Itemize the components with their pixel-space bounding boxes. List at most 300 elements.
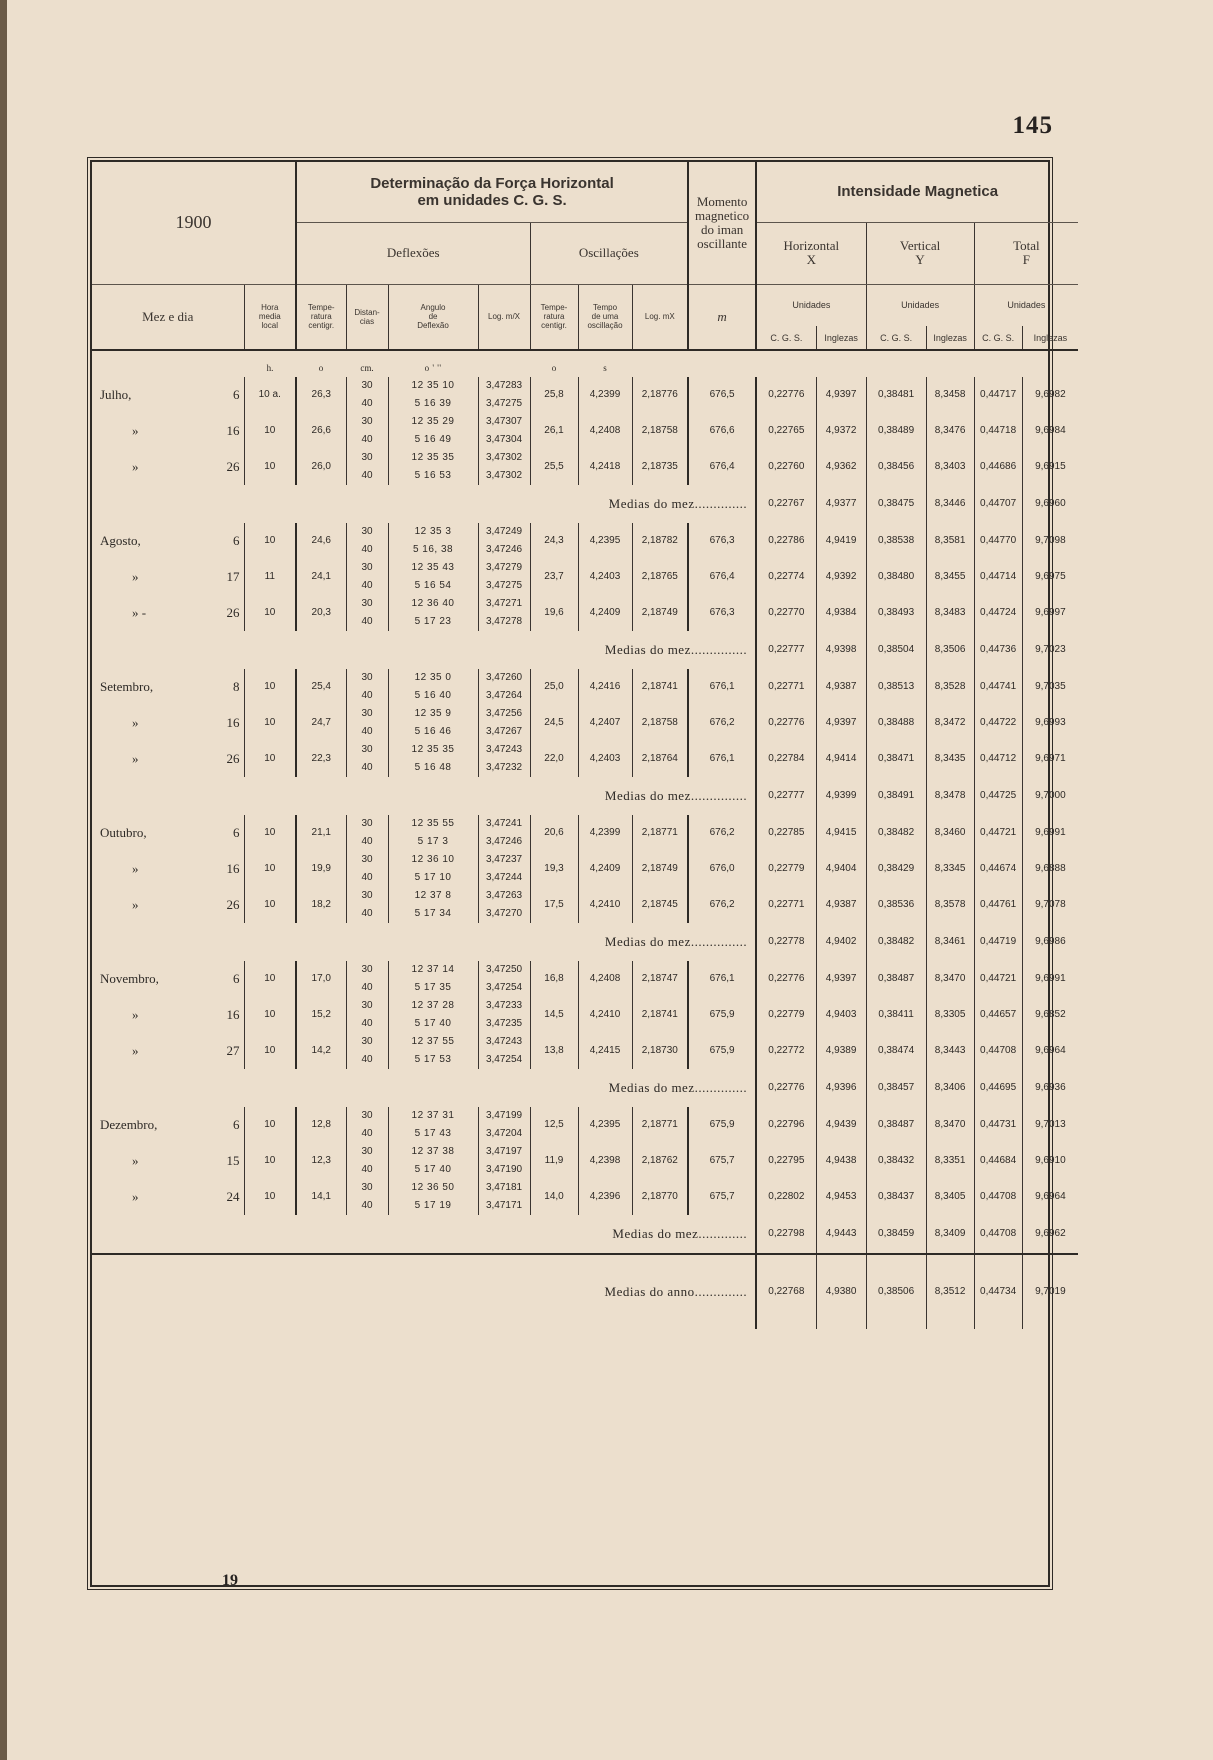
unit-osc-temp: o bbox=[551, 363, 557, 373]
temperature-cell: 14,1 bbox=[296, 1179, 346, 1215]
distance-cell: 40 bbox=[346, 869, 388, 887]
tempo-cell: 4,2408 bbox=[578, 413, 632, 449]
month-cell: » bbox=[132, 459, 139, 474]
annual-horizontal-cgs: 0,22768 bbox=[756, 1254, 816, 1329]
moment-cell: 676,1 bbox=[688, 741, 756, 777]
moment-cell: 675,7 bbox=[688, 1179, 756, 1215]
distance-cell: 40 bbox=[346, 1125, 388, 1143]
tempo-header bbox=[578, 284, 632, 350]
distance-cell: 30 bbox=[346, 669, 388, 687]
temperature-cell: 25,4 bbox=[296, 669, 346, 705]
log-m-x-cell: 3,47256 bbox=[478, 705, 530, 723]
mean-total-inglezas: 9,7023 bbox=[1035, 644, 1066, 655]
tempo-cell: 4,2409 bbox=[578, 851, 632, 887]
table-row bbox=[92, 1107, 1078, 1125]
vertical-inglezas-cell: 8,3470 bbox=[926, 961, 974, 997]
day-cell: 16 bbox=[226, 1007, 240, 1022]
dist-line2: cias bbox=[359, 316, 375, 326]
hora-line3: local bbox=[261, 321, 278, 331]
f-cgs-header: C. G. S. bbox=[974, 326, 1022, 350]
tempo-cell: 4,2415 bbox=[578, 1033, 632, 1069]
mean-vertical-cgs: 0,38482 bbox=[866, 923, 926, 961]
distance-cell: 40 bbox=[346, 395, 388, 413]
vertical-header bbox=[866, 222, 974, 284]
total-cgs-cell: 0,44722 bbox=[974, 705, 1022, 741]
log-mx-cell: 2,18782 bbox=[632, 523, 688, 559]
hour-cell: 10 bbox=[244, 851, 296, 887]
angulo-line2: de bbox=[428, 312, 438, 322]
log-m-x-cell: 3,47249 bbox=[478, 523, 530, 541]
horizontal-cgs-cell: 0,22779 bbox=[756, 851, 816, 887]
table-row bbox=[92, 559, 1078, 577]
osc-temp-line2: ratura bbox=[543, 312, 565, 322]
monthly-mean-row bbox=[92, 777, 1078, 815]
moment-cell: 676,2 bbox=[688, 887, 756, 923]
force-title-line1: Determinação da Força Horizontal bbox=[370, 174, 614, 192]
day-cell: 15 bbox=[226, 1153, 240, 1168]
distance-cell: 30 bbox=[346, 595, 388, 613]
log-m-x-cell: 3,47302 bbox=[478, 467, 530, 485]
distance-cell: 30 bbox=[346, 741, 388, 759]
hour-cell: 10 bbox=[244, 705, 296, 741]
vertical-inglezas-cell: 8,3351 bbox=[926, 1143, 974, 1179]
angle-cell: 12 37 28 bbox=[411, 1000, 455, 1011]
log-mx-cell: 2,18747 bbox=[632, 961, 688, 997]
log-mx-cell: 2,18762 bbox=[632, 1143, 688, 1179]
log-mx-cell: 2,18735 bbox=[632, 449, 688, 485]
moment-cell: 676,0 bbox=[688, 851, 756, 887]
temperature-cell: 20,3 bbox=[296, 595, 346, 631]
horizontal-header bbox=[756, 222, 866, 284]
log-m-x-cell: 3,47275 bbox=[478, 577, 530, 595]
mean-total-cgs: 0,44708 bbox=[974, 1215, 1022, 1254]
month-cell: Setembro, bbox=[100, 679, 154, 694]
log-mx-cell: 2,18765 bbox=[632, 559, 688, 595]
vertical-inglezas-cell: 8,3483 bbox=[926, 595, 974, 631]
distance-cell: 40 bbox=[346, 1015, 388, 1033]
total-header bbox=[974, 222, 1078, 284]
total-cgs-cell: 0,44657 bbox=[974, 997, 1022, 1033]
day-cell: 6 bbox=[233, 971, 240, 986]
sheet-number: 19 bbox=[222, 1572, 238, 1589]
month-cell: » bbox=[132, 751, 139, 766]
log-mx-cell: 2,18741 bbox=[632, 669, 688, 705]
distance-cell: 40 bbox=[346, 687, 388, 705]
total-cgs-cell: 0,44684 bbox=[974, 1143, 1022, 1179]
log-m-x-cell: 3,47241 bbox=[478, 815, 530, 833]
mean-horizontal-inglezas: 4,9399 bbox=[816, 777, 866, 815]
month-cell: » bbox=[132, 423, 139, 438]
vertical-inglezas-cell: 8,3403 bbox=[926, 449, 974, 485]
moment-cell: 675,7 bbox=[688, 1143, 756, 1179]
monthly-mean-row bbox=[92, 1215, 1078, 1254]
angle-cell: 5 17 23 bbox=[414, 616, 452, 627]
mean-vertical-inglezas: 8,3461 bbox=[926, 923, 974, 961]
tempo-cell: 4,2403 bbox=[578, 741, 632, 777]
vertical-inglezas-cell: 8,3460 bbox=[926, 815, 974, 851]
total-cgs-cell: 0,44717 bbox=[974, 377, 1022, 413]
log-m-x-cell: 3,47271 bbox=[478, 595, 530, 613]
log-mx-cell: 2,18771 bbox=[632, 815, 688, 851]
momento-line4: oscillante bbox=[697, 235, 747, 251]
total-inglezas-cell: 9,6991 bbox=[1035, 827, 1066, 838]
temperature-cell: 15,2 bbox=[296, 997, 346, 1033]
angle-cell: 12 35 35 bbox=[411, 744, 455, 755]
horizontal-inglezas-cell: 4,9397 bbox=[816, 961, 866, 997]
mean-total-inglezas: 9,6936 bbox=[1035, 1082, 1066, 1093]
angle-cell: 12 35 9 bbox=[414, 708, 452, 719]
angle-cell: 12 37 8 bbox=[414, 890, 452, 901]
table-row bbox=[92, 595, 1078, 613]
hora-line1: Hora bbox=[261, 303, 279, 313]
distance-cell: 30 bbox=[346, 705, 388, 723]
log-m-x-cell: 3,47264 bbox=[478, 687, 530, 705]
mean-horizontal-inglezas: 4,9402 bbox=[816, 923, 866, 961]
angle-cell: 5 16 39 bbox=[414, 398, 452, 409]
osc-temp-line1: Tempe- bbox=[540, 303, 568, 313]
month-cell: » bbox=[132, 1043, 139, 1058]
total-inglezas-cell: 9,6997 bbox=[1035, 607, 1066, 618]
log-m-x-cell: 3,47233 bbox=[478, 997, 530, 1015]
distance-cell: 40 bbox=[346, 759, 388, 777]
tempo-cell: 4,2418 bbox=[578, 449, 632, 485]
angle-cell: 5 17 19 bbox=[414, 1200, 452, 1211]
monthly-mean-label: Medias do mez............... bbox=[92, 777, 756, 815]
total-cgs-cell: 0,44708 bbox=[974, 1033, 1022, 1069]
day-cell: 17 bbox=[226, 569, 240, 584]
temperature-cell: 17,0 bbox=[296, 961, 346, 997]
mean-vertical-cgs: 0,38457 bbox=[866, 1069, 926, 1107]
log-m-x-cell: 3,47246 bbox=[478, 833, 530, 851]
distance-cell: 30 bbox=[346, 961, 388, 979]
log-m-x-cell: 3,47254 bbox=[478, 1051, 530, 1069]
vertical-inglezas-cell: 8,3345 bbox=[926, 851, 974, 887]
hour-cell: 10 bbox=[244, 961, 296, 997]
total-cgs-cell: 0,44761 bbox=[974, 887, 1022, 923]
distance-cell: 30 bbox=[346, 413, 388, 431]
log-m-x-header: Log. m/X bbox=[478, 284, 530, 350]
horizontal-inglezas-cell: 4,9372 bbox=[816, 413, 866, 449]
monthly-mean-label: Medias do mez............... bbox=[92, 631, 756, 669]
angle-cell: 5 16 53 bbox=[414, 470, 452, 481]
magnetic-observations-table bbox=[92, 162, 1078, 1329]
momento-line3: do iman bbox=[700, 221, 744, 237]
distance-cell: 30 bbox=[346, 377, 388, 395]
hour-cell: 10 bbox=[244, 741, 296, 777]
total-cgs-cell: 0,44714 bbox=[974, 559, 1022, 595]
vertical-symbol: Y bbox=[915, 252, 925, 267]
distance-cell: 40 bbox=[346, 467, 388, 485]
temperature-cell: 14,2 bbox=[296, 1033, 346, 1069]
total-inglezas-cell: 9,7013 bbox=[1035, 1119, 1066, 1130]
horizontal-inglezas-cell: 4,9453 bbox=[816, 1179, 866, 1215]
mean-vertical-inglezas: 8,3506 bbox=[926, 631, 974, 669]
distance-cell: 40 bbox=[346, 1197, 388, 1215]
vertical-cgs-cell: 0,38513 bbox=[866, 669, 926, 705]
total-cgs-cell: 0,44724 bbox=[974, 595, 1022, 631]
horizontal-inglezas-cell: 4,9438 bbox=[816, 1143, 866, 1179]
total-cgs-cell: 0,44686 bbox=[974, 449, 1022, 485]
osc-temp-cell: 25,5 bbox=[530, 449, 578, 485]
moment-cell: 676,5 bbox=[688, 377, 756, 413]
log-mx-cell: 2,18730 bbox=[632, 1033, 688, 1069]
angle-cell: 5 17 3 bbox=[417, 836, 449, 847]
table-row bbox=[92, 413, 1078, 431]
x-inglezas-header: Inglezas bbox=[816, 326, 866, 350]
hour-cell: 10 bbox=[244, 1033, 296, 1069]
mean-horizontal-cgs: 0,22777 bbox=[756, 631, 816, 669]
distance-cell: 30 bbox=[346, 997, 388, 1015]
day-cell: 26 bbox=[226, 459, 240, 474]
temperature-cell: 24,7 bbox=[296, 705, 346, 741]
moment-cell: 676,1 bbox=[688, 961, 756, 997]
osc-temp-cell: 14,5 bbox=[530, 997, 578, 1033]
mean-horizontal-inglezas: 4,9396 bbox=[816, 1069, 866, 1107]
month-cell: » - bbox=[132, 605, 147, 620]
total-inglezas-cell: 9,6910 bbox=[1035, 1155, 1066, 1166]
units-row bbox=[92, 359, 1078, 377]
angle-cell: 12 35 29 bbox=[411, 416, 455, 427]
tempo-cell: 4,2416 bbox=[578, 669, 632, 705]
year-header: 1900 bbox=[92, 162, 296, 284]
mean-total-inglezas: 9,6986 bbox=[1035, 936, 1066, 947]
tempo-cell: 4,2403 bbox=[578, 559, 632, 595]
day-cell: 26 bbox=[226, 605, 240, 620]
mean-total-inglezas: 9,6960 bbox=[1035, 498, 1066, 509]
osc-temp-header bbox=[530, 284, 578, 350]
f-inglezas-header: Inglezas bbox=[1022, 326, 1078, 350]
distance-cell: 30 bbox=[346, 449, 388, 467]
log-mx-cell: 2,18745 bbox=[632, 887, 688, 923]
mean-total-cgs: 0,44707 bbox=[974, 485, 1022, 523]
log-m-x-cell: 3,47263 bbox=[478, 887, 530, 905]
distance-cell: 40 bbox=[346, 979, 388, 997]
table-row bbox=[92, 887, 1078, 905]
angle-cell: 5 17 10 bbox=[414, 872, 452, 883]
day-cell: 16 bbox=[226, 423, 240, 438]
temperature-cell: 26,6 bbox=[296, 413, 346, 449]
monthly-mean-row bbox=[92, 485, 1078, 523]
month-cell: Agosto, bbox=[100, 533, 141, 548]
mean-total-cgs: 0,44736 bbox=[974, 631, 1022, 669]
total-cgs-cell: 0,44708 bbox=[974, 1179, 1022, 1215]
vertical-cgs-cell: 0,38482 bbox=[866, 815, 926, 851]
day-cell: 16 bbox=[226, 861, 240, 876]
distance-cell: 40 bbox=[346, 1161, 388, 1179]
hour-cell: 10 bbox=[244, 997, 296, 1033]
temperature-cell: 26,3 bbox=[296, 377, 346, 413]
temperature-cell: 26,0 bbox=[296, 449, 346, 485]
total-cgs-cell: 0,44718 bbox=[974, 413, 1022, 449]
horizontal-inglezas-cell: 4,9439 bbox=[816, 1107, 866, 1143]
book-spine-edge bbox=[0, 0, 7, 1760]
temperature-cell: 12,8 bbox=[296, 1107, 346, 1143]
osc-temp-cell: 11,9 bbox=[530, 1143, 578, 1179]
log-m-x-cell: 3,47243 bbox=[478, 1033, 530, 1051]
angle-cell: 5 17 35 bbox=[414, 982, 452, 993]
vertical-cgs-cell: 0,38489 bbox=[866, 413, 926, 449]
log-mx-cell: 2,18764 bbox=[632, 741, 688, 777]
hour-cell: 10 bbox=[244, 413, 296, 449]
mean-horizontal-inglezas: 4,9398 bbox=[816, 631, 866, 669]
distance-cell: 40 bbox=[346, 613, 388, 631]
annual-vertical-cgs: 0,38506 bbox=[866, 1254, 926, 1329]
hour-cell: 10 bbox=[244, 815, 296, 851]
distance-cell: 40 bbox=[346, 905, 388, 923]
distance-cell: 40 bbox=[346, 577, 388, 595]
angulo-line1: Angulo bbox=[420, 303, 446, 313]
vertical-inglezas-cell: 8,3578 bbox=[926, 887, 974, 923]
hour-cell: 11 bbox=[244, 559, 296, 595]
temp-line1: Tempe- bbox=[307, 303, 335, 313]
day-cell: 6 bbox=[233, 825, 240, 840]
log-m-x-cell: 3,47260 bbox=[478, 669, 530, 687]
total-inglezas-cell: 9,6984 bbox=[1035, 425, 1066, 436]
unit-angle: o ' '' bbox=[424, 363, 442, 373]
horizontal-cgs-cell: 0,22765 bbox=[756, 413, 816, 449]
log-m-x-cell: 3,47199 bbox=[478, 1107, 530, 1125]
day-cell: 8 bbox=[233, 679, 240, 694]
log-mx-cell: 2,18776 bbox=[632, 377, 688, 413]
total-inglezas-cell: 9,7035 bbox=[1035, 681, 1066, 692]
mean-total-inglezas: 9,7000 bbox=[1035, 790, 1066, 801]
table-row bbox=[92, 741, 1078, 759]
temperature-cell: 18,2 bbox=[296, 887, 346, 923]
temperature-cell: 12,3 bbox=[296, 1143, 346, 1179]
page-number: 145 bbox=[1012, 112, 1053, 139]
f-unidades-header: Unidades bbox=[1007, 300, 1046, 311]
osc-temp-cell: 17,5 bbox=[530, 887, 578, 923]
temperature-cell: 21,1 bbox=[296, 815, 346, 851]
day-cell: 16 bbox=[226, 715, 240, 730]
moment-cell: 676,3 bbox=[688, 595, 756, 631]
day-cell: 26 bbox=[226, 897, 240, 912]
log-m-x-cell: 3,47307 bbox=[478, 413, 530, 431]
tempo-cell: 4,2410 bbox=[578, 887, 632, 923]
unit-tempo: s bbox=[603, 363, 607, 373]
table-row bbox=[92, 961, 1078, 979]
log-m-x-cell: 3,47278 bbox=[478, 613, 530, 631]
distance-cell: 40 bbox=[346, 1051, 388, 1069]
moment-cell: 675,9 bbox=[688, 1033, 756, 1069]
horizontal-cgs-cell: 0,22760 bbox=[756, 449, 816, 485]
total-cgs-cell: 0,44770 bbox=[974, 523, 1022, 559]
horizontal-inglezas-cell: 4,9397 bbox=[816, 705, 866, 741]
log-m-x-cell: 3,47270 bbox=[478, 905, 530, 923]
mean-horizontal-inglezas: 4,9443 bbox=[816, 1215, 866, 1254]
angle-cell: 12 37 38 bbox=[411, 1146, 455, 1157]
momento-line1: Momento bbox=[696, 193, 748, 209]
deflexoes-header: Deflexões bbox=[296, 222, 530, 284]
mean-horizontal-cgs: 0,22776 bbox=[756, 1069, 816, 1107]
horizontal-cgs-cell: 0,22776 bbox=[756, 961, 816, 997]
hour-cell: 10 bbox=[244, 523, 296, 559]
mean-vertical-inglezas: 8,3406 bbox=[926, 1069, 974, 1107]
moment-cell: 676,2 bbox=[688, 705, 756, 741]
distance-cell: 30 bbox=[346, 559, 388, 577]
table-row bbox=[92, 815, 1078, 833]
log-m-x-cell: 3,47197 bbox=[478, 1143, 530, 1161]
total-cgs-cell: 0,44721 bbox=[974, 961, 1022, 997]
hora-header bbox=[244, 284, 296, 350]
vertical-cgs-cell: 0,38536 bbox=[866, 887, 926, 923]
osc-temp-cell: 24,5 bbox=[530, 705, 578, 741]
vertical-cgs-cell: 0,38493 bbox=[866, 595, 926, 631]
horizontal-cgs-cell: 0,22771 bbox=[756, 887, 816, 923]
distance-cell: 30 bbox=[346, 815, 388, 833]
vertical-inglezas-cell: 8,3458 bbox=[926, 377, 974, 413]
osc-temp-cell: 13,8 bbox=[530, 1033, 578, 1069]
distance-cell: 40 bbox=[346, 431, 388, 449]
day-cell: 6 bbox=[233, 387, 240, 402]
angle-cell: 12 36 40 bbox=[411, 598, 455, 609]
table-row bbox=[92, 1179, 1078, 1197]
total-inglezas-cell: 9,6964 bbox=[1035, 1191, 1066, 1202]
monthly-mean-row bbox=[92, 1069, 1078, 1107]
mean-vertical-cgs: 0,38491 bbox=[866, 777, 926, 815]
angulo-header bbox=[388, 284, 478, 350]
month-cell: Dezembro, bbox=[100, 1117, 158, 1132]
angle-cell: 12 37 14 bbox=[411, 964, 455, 975]
moment-cell: 676,4 bbox=[688, 449, 756, 485]
vertical-cgs-cell: 0,38481 bbox=[866, 377, 926, 413]
annual-total-inglezas: 9,7019 bbox=[1035, 1286, 1066, 1297]
total-inglezas-cell: 9,6852 bbox=[1035, 1009, 1066, 1020]
log-m-x-cell: 3,47171 bbox=[478, 1197, 530, 1215]
moment-cell: 676,3 bbox=[688, 523, 756, 559]
horizontal-label: Horizontal bbox=[783, 238, 840, 253]
monthly-mean-row bbox=[92, 631, 1078, 669]
table-row bbox=[92, 669, 1078, 687]
tempo-cell: 4,2409 bbox=[578, 595, 632, 631]
mean-vertical-cgs: 0,38475 bbox=[866, 485, 926, 523]
annual-vertical-inglezas: 8,3512 bbox=[926, 1254, 974, 1329]
hora-line2: media bbox=[258, 312, 281, 322]
vertical-cgs-cell: 0,38487 bbox=[866, 1107, 926, 1143]
table-row bbox=[92, 449, 1078, 467]
table-row bbox=[92, 705, 1078, 723]
month-cell: » bbox=[132, 715, 139, 730]
vertical-inglezas-cell: 8,3405 bbox=[926, 1179, 974, 1215]
angle-cell: 12 37 31 bbox=[411, 1110, 455, 1121]
temperature-cell: 22,3 bbox=[296, 741, 346, 777]
moment-cell: 676,2 bbox=[688, 815, 756, 851]
horizontal-cgs-cell: 0,22771 bbox=[756, 669, 816, 705]
y-cgs-header: C. G. S. bbox=[866, 326, 926, 350]
tempo-line1: Tempo bbox=[593, 303, 618, 313]
intensidade-header: Intensidade Magnetica bbox=[756, 162, 1078, 222]
horizontal-cgs-cell: 0,22774 bbox=[756, 559, 816, 595]
horizontal-cgs-cell: 0,22779 bbox=[756, 997, 816, 1033]
hour-cell: 10 bbox=[244, 595, 296, 631]
log-m-x-cell: 3,47275 bbox=[478, 395, 530, 413]
tempo-cell: 4,2408 bbox=[578, 961, 632, 997]
total-cgs-cell: 0,44731 bbox=[974, 1107, 1022, 1143]
distance-cell: 40 bbox=[346, 541, 388, 559]
month-cell: Novembro, bbox=[100, 971, 159, 986]
day-cell: 24 bbox=[226, 1189, 240, 1204]
mean-horizontal-cgs: 0,22778 bbox=[756, 923, 816, 961]
distance-cell: 30 bbox=[346, 1033, 388, 1051]
tempo-cell: 4,2398 bbox=[578, 1143, 632, 1179]
horizontal-inglezas-cell: 4,9419 bbox=[816, 523, 866, 559]
mean-vertical-cgs: 0,38459 bbox=[866, 1215, 926, 1254]
log-mx-cell: 2,18770 bbox=[632, 1179, 688, 1215]
mean-horizontal-cgs: 0,22767 bbox=[756, 485, 816, 523]
vertical-inglezas-cell: 8,3476 bbox=[926, 413, 974, 449]
distance-cell: 30 bbox=[346, 1179, 388, 1197]
vertical-inglezas-cell: 8,3581 bbox=[926, 523, 974, 559]
